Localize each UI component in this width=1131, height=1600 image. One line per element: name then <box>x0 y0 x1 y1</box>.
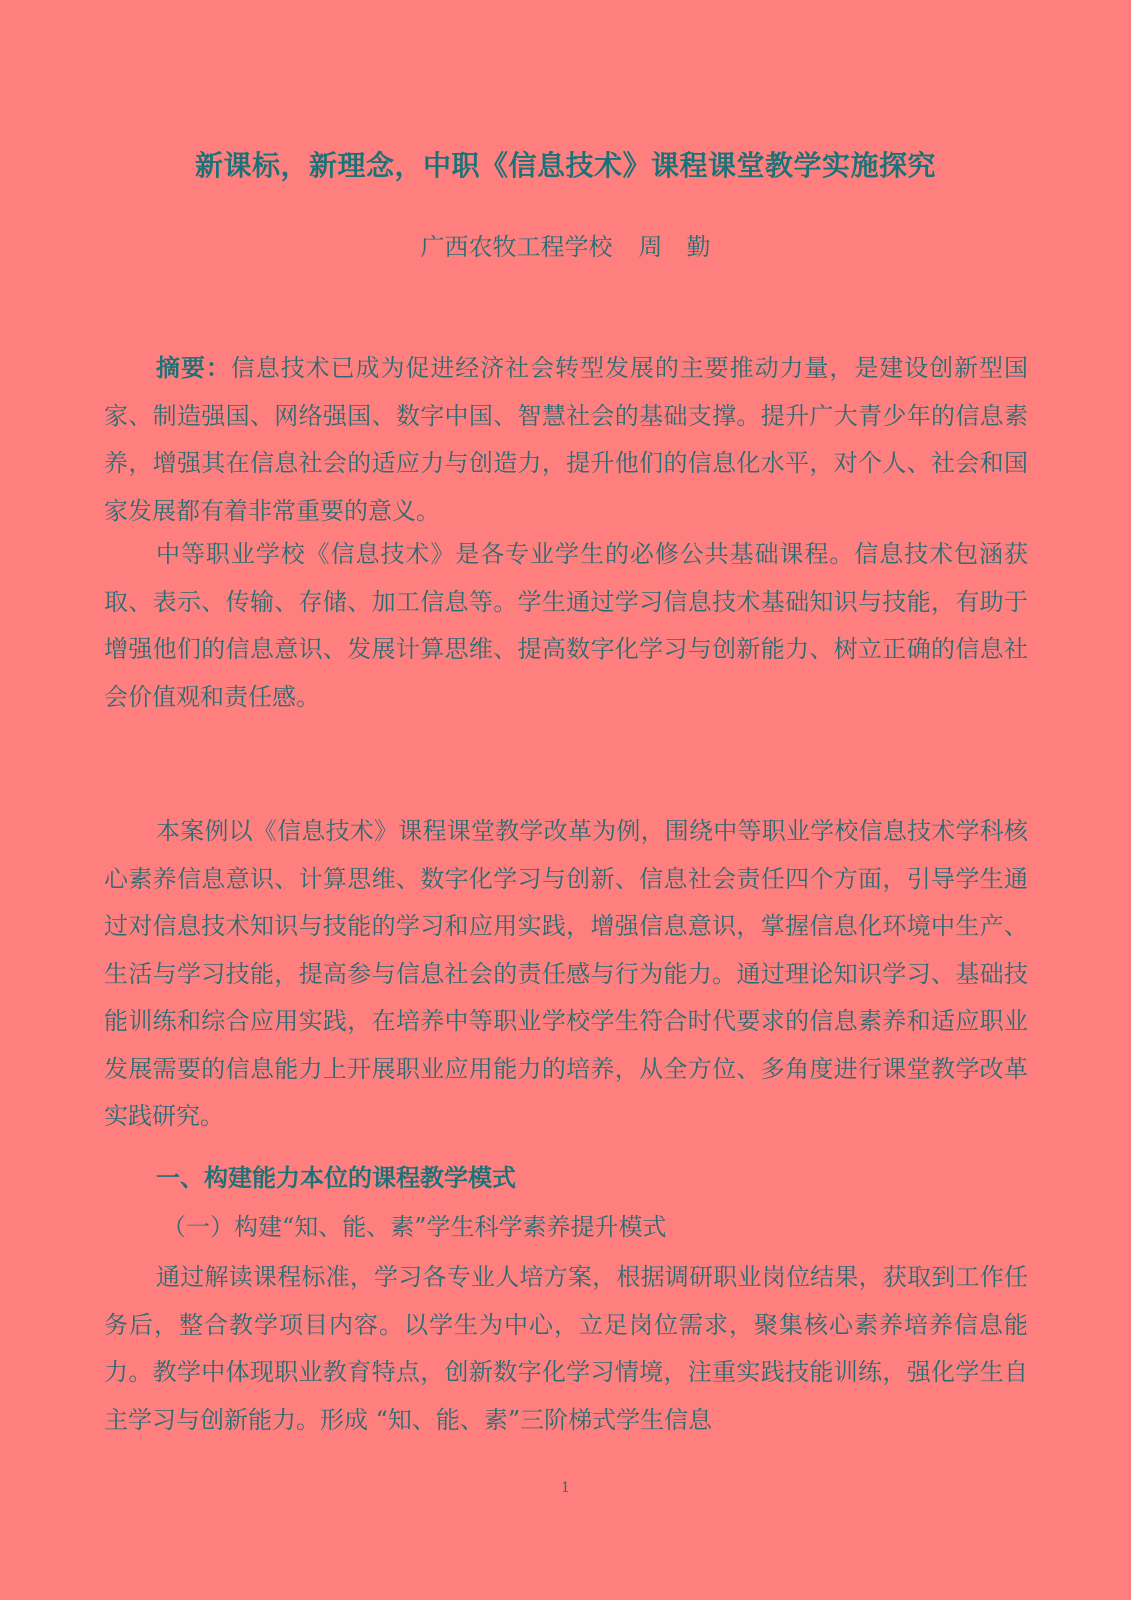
body-paragraph-2: 中等职业学校《信息技术》是各专业学生的必修公共基础课程。信息技术包涵获取、表示、传输、存储、加工信息等。学生通过学习信息技术基础知识与技能，有助于增强他们的信息意识、发展计算思维、提高数字化学习与创新能力、树立正确的信息社会价值观和责任感。 <box>104 540 1028 711</box>
author-line <box>0 230 1131 264</box>
section-heading-1: 一、构建能力本位的课程教学模式 <box>156 1164 516 1192</box>
body-paragraph-4: 通过解读课程标准，学习各专业人培方案，根据调研职业岗位结果，获取到工作任务后，整合教学项目内容。以学生为中心，立足岗位需求，聚集核心素养培养信息能力。教学中体现职业教育特点，创新数字化学习情境，注重实践技能训练，强化学生自主学习与创新能力。形成 “知、能、素”三阶梯式学生信息 <box>104 1263 1028 1434</box>
abstract-label: 摘要： <box>156 354 231 382</box>
page-number: 1 <box>561 1480 570 1496</box>
author-name: 周 勤 <box>638 233 711 261</box>
subsection-heading-1-1: （一）构建“知、能、素”学生科学素养提升模式 <box>162 1213 667 1241</box>
body-paragraph-3: 本案例以《信息技术》课程课堂教学改革为例，围绕中等职业学校信息技术学科核心素养信息意识、计算思维、数字化学习与创新、信息社会责任四个方面，引导学生通过对信息技术知识与技能的学习和应用实践，增强信息意识，掌握信息化环境中生产、生活与学习技能，提高参与信息社会的责任感与行为能力。通过理论知识学习、基础技能训练和综合应用实践，在培养中等职业学校学生符合时代要求的信息素养和适应职业发展需要的信息能力上开展职业应用能力的培养，从全方位、多角度进行课堂教学改革实践研究。 <box>104 817 1028 1130</box>
document-title: 新课标，新理念，中职《信息技术》课程课堂教学实施探究 <box>194 149 936 182</box>
author-school: 广西农牧工程学校 <box>420 233 613 261</box>
abstract-paragraph <box>104 345 1028 535</box>
abstract-text: 信息技术已成为促进经济社会转型发展的主要推动力量，是建设创新型国家、制造强国、网络强国、数字中国、智慧社会的基础支撑。提升广大青少年的信息素养，增强其在信息社会的适应力与创造力，提升他们的信息化水平，对个人、社会和国家发展都有着非常重要的意义。 <box>104 354 1029 525</box>
